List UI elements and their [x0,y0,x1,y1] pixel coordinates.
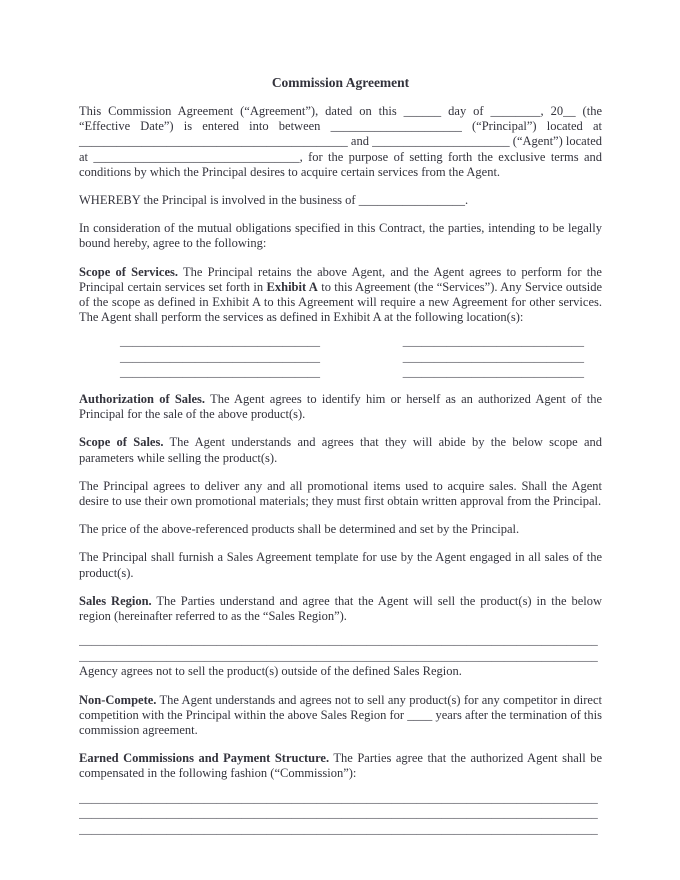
paragraph-intro: This Commission Agreement (“Agreement”), dated on this ______ day of ________, 20__ (the “Effective Date”) is entered into between _____________________ (“Principal”) located at ___________________________________________ and ______________________ (“Agent”) located at _________________________________, for the purpose of setting forth the exclusive terms and conditions by which the Principal desires to acquire certain services from the Agent. [79,104,602,179]
paragraph-scope-of-services [79,265,602,326]
blank-line: ___________________________________________________________________________________ [79,648,598,663]
blank-line: _____________________________ [402,334,584,349]
commission-blank-lines [79,791,602,838]
blank-line: ___________________________________________________________________________________ [79,821,598,836]
blank-line-row [79,365,602,380]
paragraph-text: The Agent agrees to identify him or herself as an authorized Agent of the Principal for the sale of the above product(s). [79,392,603,422]
blank-line: ________________________________ [120,364,320,379]
blank-line: ___________________________________________________________________________________ [79,790,598,805]
paragraph-scope-of-sales [79,435,602,465]
paragraph-text: The Agent understands and agrees that they will abide by the below scope and parameters while selling the product(s). [79,435,602,465]
blank-line: ___________________________________________________________________________________ [79,633,598,648]
exhibit-a-reference: Exhibit A [266,279,318,294]
paragraph-sales-region [79,594,602,624]
paragraph-pricing: The price of the above-referenced products shall be determined and set by the Principal. [79,522,520,537]
sales-region-blank-lines [79,633,602,679]
paragraph-sales-agreement-template: The Principal shall furnish a Sales Agreement template for use by the Agent engaged in all sales of the product(s). [79,550,602,580]
paragraph-whereby: WHEREBY the Principal is involved in the business of _________________. [79,193,469,208]
agency-note: Agency agrees not to sell the product(s) outside of the defined Sales Region. [79,664,462,679]
section-heading-earned-commissions: Earned Commissions and Payment Structure. [79,751,330,766]
blank-line: ________________________________ [120,334,320,349]
paragraph-text: to this Agreement (the “Services”). Any Service outside of the scope as defined in Exhibit A to this Agreement will require a new Agreement for other services. The Agent shall perform the services as defined in Exhibit A at the following location(s): [79,279,603,325]
blank-line-row [79,350,602,365]
section-heading-authorization-of-sales: Authorization of Sales. [79,392,206,407]
paragraph-consideration: In consideration of the mutual obligations specified in this Contract, the parties, intending to be legally bound hereby, agree to the following: [79,221,602,251]
blank-line: _____________________________ [402,349,584,364]
paragraph-non-compete [79,693,602,739]
section-heading-scope-of-services: Scope of Services. [79,264,178,279]
paragraph-authorization-of-sales [79,392,602,422]
section-heading-scope-of-sales: Scope of Sales. [79,435,164,450]
document-title: Commission Agreement [271,75,410,90]
paragraph-text: The Parties agree that the authorized Agent shall be compensated in the following fashion (“Commission”): [79,751,603,781]
blank-line: _____________________________ [402,364,584,379]
paragraph-promotional-items: The Principal agrees to deliver any and all promotional items used to acquire sales. Shall the Agent desire to use their own promotional materials; they must first obtain written approval from the Principal. [79,478,602,509]
paragraph-text: The Parties understand and agree that the Agent will sell the product(s) in the below region (hereinafter referred to as the “Sales Region”). [79,593,602,624]
paragraph-earned-commissions [79,751,602,781]
paragraph-text: The Agent understands and agrees not to sell any product(s) for any competitor in direct competition with the Principal within the above Sales Region for ____ years after the termination of this commission agreement. [79,692,602,738]
section-heading-sales-region: Sales Region. [79,593,152,608]
blank-line: ________________________________ [120,349,320,364]
blank-line-row [79,334,602,349]
blank-line: ___________________________________________________________________________________ [79,806,598,821]
section-heading-non-compete: Non-Compete. [79,692,157,707]
service-location-blank-lines [79,334,602,380]
paragraph-text: The Principal retains the above Agent, and the Agent agrees to perform for the Principal certain services set forth in [79,264,602,294]
